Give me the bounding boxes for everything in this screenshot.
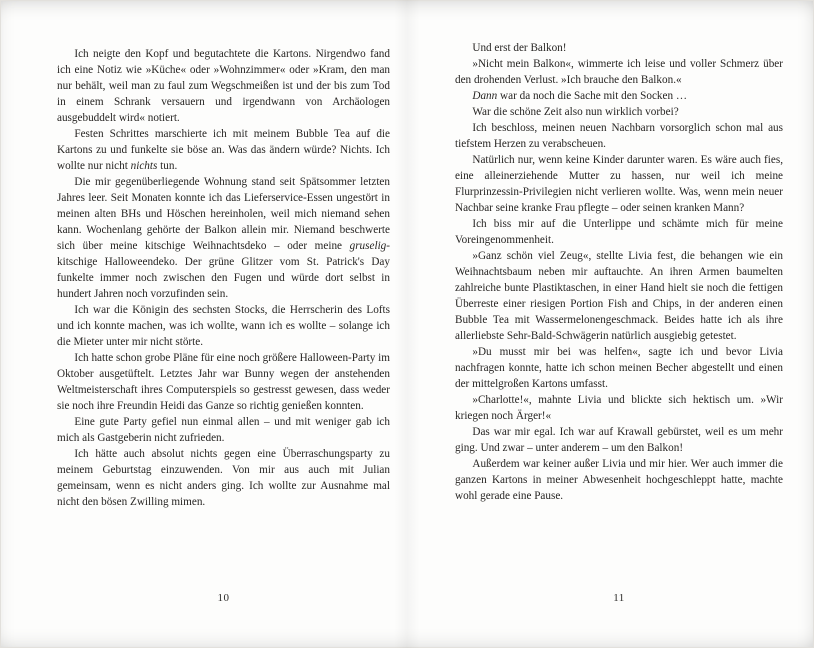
text-segment: Das war mir egal. Ich war auf Krawall gebürstet, weil es um mehr ging. Und zwar – unter anderem – um den Balkon!	[455, 426, 783, 454]
paragraph	[57, 174, 390, 302]
paragraph	[57, 302, 390, 350]
text-segment: tun.	[157, 160, 178, 172]
paragraph	[57, 446, 390, 510]
paragraph	[455, 216, 783, 248]
text-segment: Ich neigte den Kopf und begutachtete die Kartons. Nirgendwo fand ich eine Notiz wie »Küche« oder »Wohnzimmer« oder »Kram, den man nur behält, weil man zu faul zum Wegschmeißen ist und der bis zum Tod in einem Schrank versauern und irgendwann von Archäologen ausgebuddelt wird« notiert.	[57, 48, 390, 124]
paragraph	[455, 104, 783, 120]
text-segment: »Charlotte!«, mahnte Livia und blickte sich hektisch um. »Wir kriegen noch Ärger!«	[455, 394, 783, 422]
text-segment: War die schöne Zeit also nun wirklich vorbei?	[472, 106, 679, 118]
text-segment: Eine gute Party gefiel nun einmal allen – und mit weniger gab ich mich als Gastgeberin nicht zufrieden.	[57, 416, 390, 444]
paragraph	[455, 120, 783, 152]
text-segment: »Du musst mir bei was helfen«, sagte ich und bevor Livia nachfragen konnte, hatte ich schon meinen Becher abgestellt und einen der mittelgroßen Kartons umfasst.	[455, 346, 783, 390]
paragraph	[57, 126, 390, 174]
paragraph	[455, 88, 783, 104]
text-segment: -kitschige Halloweendeko. Der grüne Glitzer vom St. Patrick's Day funkelte immer noch zwischen den Fugen und würde dort selbst in hundert Jahren noch vorzufinden sein.	[57, 240, 390, 300]
page-left-text	[57, 46, 390, 510]
paragraph	[455, 248, 783, 344]
paragraph	[57, 46, 390, 126]
paragraph	[455, 56, 783, 88]
text-segment: Und erst der Balkon!	[472, 42, 567, 54]
text-segment: Festen Schrittes marschierte ich mit meinem Bubble Tea auf die Kartons zu und funkelte sie böse an. Was das ändern würde? Nichts. Ich wollte nur nicht	[57, 128, 390, 172]
text-segment: Außerdem war keiner außer Livia und mir hier. Wer auch immer die ganzen Kartons in meiner Abwesenheit hochgeschleppt hatte, machte wohl gerade eine Pause.	[455, 458, 783, 502]
text-segment: »Ganz schön viel Zeug«, stellte Livia fest, die behangen wie ein Weihnachtsbaum neben mir auftauchte. An ihren Armen baumelten zahlreiche bunte Plastiktaschen, in einer Hand hielt sie noch die fettigen Überreste einer riesigen Portion Fish and Chips, in der anderen einen Bubble Tea mit Wassermelonengeschmack. Beides hatte ich als ihre allerliebste Sehr-Bald-Schwägerin natürlich ausgiebig getestet.	[455, 250, 783, 342]
text-segment: Ich biss mir auf die Unterlippe und schämte mich für meine Voreingenommenheit.	[455, 218, 783, 246]
emphasis-text: nichts	[130, 160, 158, 172]
text-segment: Ich hätte auch absolut nichts gegen eine Überraschungsparty zu meinem Geburtstag einzuwenden. Von mir aus auch mit Julian gemeinsam, wenn es nicht anders ging. Ich wollte zur Ausnahme mal nicht den bösen Zwilling mimen.	[57, 448, 390, 508]
text-segment: Ich hatte schon grobe Pläne für eine noch größere Halloween-Party im Oktober ausgetüftelt. Letztes Jahr war Bunny wegen der anstehenden Weltmeisterschaft ihres Computerspiels so gestresst gewesen, dass weder sie noch ihre Freundin Heidi das Ganze so richtig genießen konnten.	[57, 352, 390, 412]
page-number: 11	[613, 592, 625, 604]
text-segment: war da noch die Sache mit den Socken …	[497, 90, 688, 102]
paragraph	[57, 414, 390, 446]
emphasis-text: gruselig	[349, 240, 387, 252]
paragraph	[455, 456, 783, 504]
text-segment: Die mir gegenüberliegende Wohnung stand seit Spätsommer letzten Jahres leer. Seit Monaten konnte ich das Lieferservice-Essen ungestört in meinen alten BHs und Höschen hereinholen, weil mich niemand sehen kann. Wochenlang gehörte der Balkon allein mir. Niemand beschwerte sich über meine kitschige Weihnachtsdeko – oder meine	[57, 176, 390, 252]
emphasis-text: Dann	[472, 90, 498, 102]
text-segment: Ich beschloss, meinen neuen Nachbarn vorsorglich schon mal aus tiefstem Herzen zu verabscheuen.	[455, 122, 783, 150]
text-segment: »Nicht mein Balkon«, wimmerte ich leise und voller Schmerz über den drohenden Verlust. »Ich brauche den Balkon.«	[455, 58, 783, 86]
paragraph	[455, 392, 783, 424]
text-segment: Natürlich nur, wenn keine Kinder darunter waren. Es wäre auch fies, eine alleinerziehende Mutter zu hassen, nur weil ich meine Flurprinzessin-Privilegien nicht verlieren wollte. Was, wenn mein neuer Nachbar seine kranke Frau pflegte – oder seinen kranken Mann?	[455, 154, 783, 214]
paragraph	[455, 40, 783, 56]
page-right	[407, 0, 814, 648]
page-number: 10	[217, 592, 230, 604]
paragraph	[455, 424, 783, 456]
paragraph	[455, 152, 783, 216]
paragraph	[57, 350, 390, 414]
page-right-text	[455, 40, 783, 504]
paragraph	[455, 344, 783, 392]
text-segment: Ich war die Königin des sechsten Stocks, die Herrscherin des Lofts und ich konnte machen, was ich wollte, wann ich es wollte – solange ich die Mieter unter mir nicht störte.	[57, 304, 390, 348]
